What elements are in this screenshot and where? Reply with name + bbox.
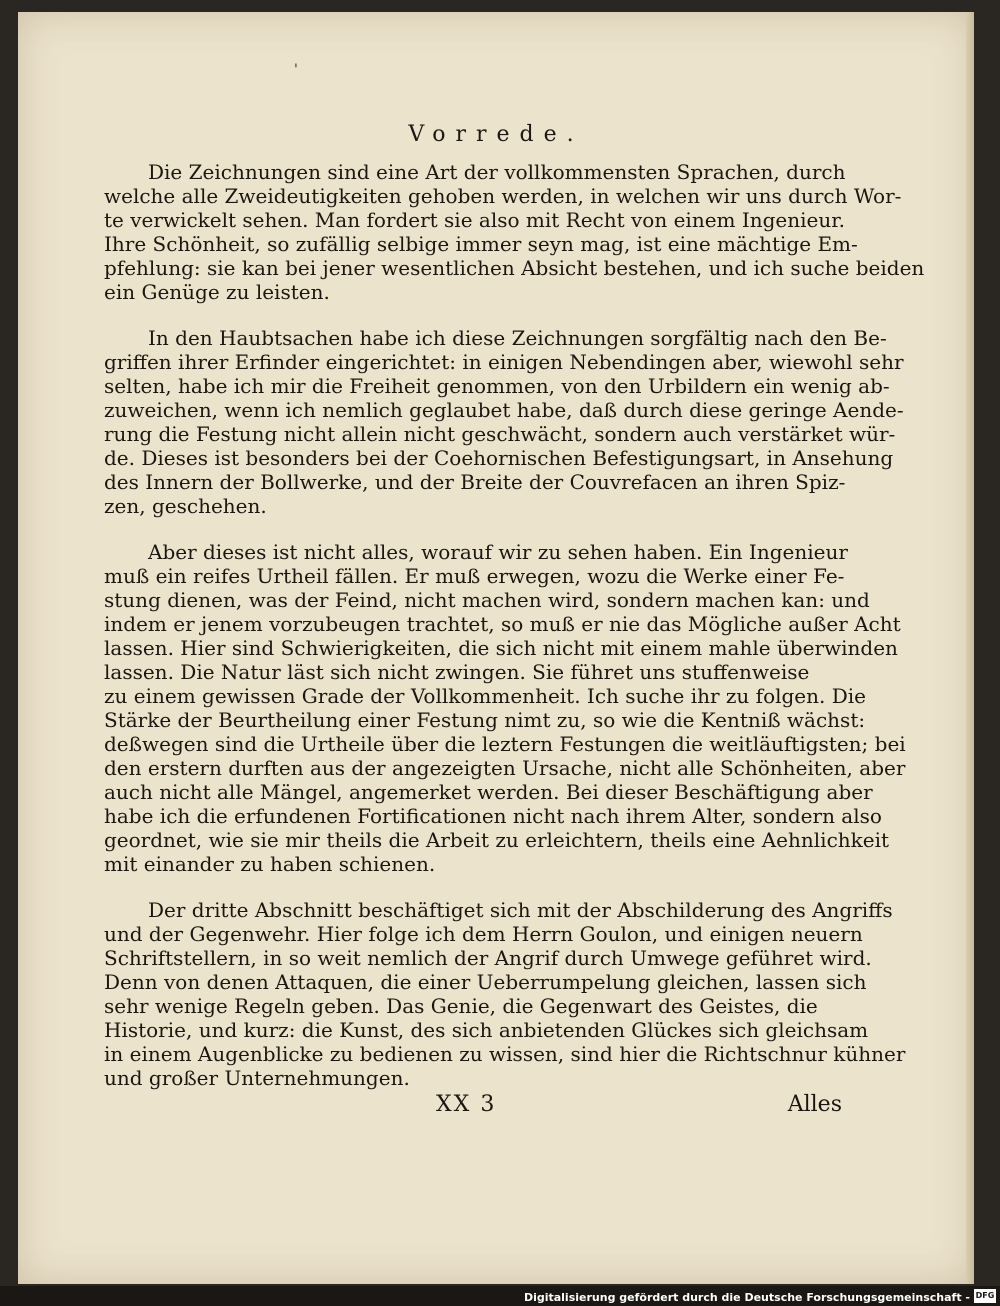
scanned-page bbox=[18, 12, 974, 1284]
text-line: sehr wenige Regeln geben. Das Genie, die Gegenwart des Geistes, die bbox=[104, 994, 818, 1018]
text-line: selten, habe ich mir die Freiheit genommen, von den Urbildern ein wenig ab- bbox=[104, 374, 890, 398]
text-line: geordnet, wie sie mir theils die Arbeit zu erleichtern, theils eine Aehnlichkeit bbox=[104, 828, 890, 852]
text-line: indem er jenem vorzubeugen trachtet, so muß er nie das Mögliche außer Acht bbox=[104, 612, 901, 636]
text-line: zu einem gewissen Grade der Vollkommenheit. Ich suche ihr zu folgen. Die bbox=[104, 684, 867, 708]
text-line: zuweichen, wenn ich nemlich geglaubet habe, daß durch diese geringe Aende- bbox=[104, 398, 904, 422]
text-line: des Innern der Bollwerke, und der Breite der Couvrefacen an ihren Spiz- bbox=[104, 470, 846, 494]
text-line: Die Zeichnungen sind eine Art der vollkommensten Sprachen, durch bbox=[148, 160, 846, 184]
text-line: und großer Unternehmungen. bbox=[104, 1066, 410, 1090]
paragraph bbox=[104, 540, 906, 876]
text-line: de. Dieses ist besonders bei der Coehornischen Befestigungsart, in Ansehung bbox=[104, 446, 894, 470]
catchwords-row bbox=[104, 1092, 842, 1124]
text-line: in einem Augenblicke zu bedienen zu wissen, sind hier die Richtschnur kühner bbox=[104, 1042, 906, 1066]
text-line: In den Haubtsachen habe ich diese Zeichnungen sorgfältig nach den Be- bbox=[148, 326, 887, 350]
text-line: pfehlung: sie kan bei jener wesentlichen Absicht bestehen, und ich suche beiden bbox=[104, 256, 925, 280]
text-line: Historie, und kurz: die Kunst, des sich anbietenden Glückes sich gleichsam bbox=[104, 1018, 869, 1042]
text-line: Stärke der Beurtheilung einer Festung nimt zu, so wie die Kentniß wächst: bbox=[104, 708, 866, 732]
text-line: rung die Festung nicht allein nicht geschwächt, sondern auch verstärket wür- bbox=[104, 422, 896, 446]
text-line: auch nicht alle Mängel, angemerket werden. Bei dieser Beschäftigung aber bbox=[104, 780, 873, 804]
text-line: Schriftstellern, in so weit nemlich der Angrif durch Umwege geführet wird. bbox=[104, 946, 872, 970]
body-text bbox=[104, 160, 925, 1112]
text-line: mit einander zu haben schienen. bbox=[104, 852, 436, 876]
text-line: Aber dieses ist nicht alles, worauf wir zu sehen haben. Ein Ingenieur bbox=[148, 540, 848, 564]
paragraph bbox=[104, 326, 904, 518]
text-line: und der Gegenwehr. Hier folge ich dem Herrn Goulon, und einigen neuern bbox=[104, 922, 863, 946]
footer-credit: Digitalisierung gefördert durch die Deutsche Forschungsgemeinschaft - bbox=[523, 1291, 970, 1304]
digitization-footer bbox=[0, 1286, 1000, 1306]
text-line: griffen ihrer Erfinder eingerichtet: in einigen Nebendingen aber, wiewohl sehr bbox=[104, 350, 904, 374]
text-line: habe ich die erfundenen Fortificationen nicht nach ihrem Alter, sondern also bbox=[104, 804, 882, 828]
text-line: Denn von denen Attaquen, die einer Ueberrumpelung gleichen, lassen sich bbox=[104, 970, 867, 994]
text-line: Ihre Schönheit, so zufällig selbige immer seyn mag, ist eine mächtige Em- bbox=[104, 232, 858, 256]
text-line: te verwickelt sehen. Man fordert sie also mit Recht von einem Ingenieur. bbox=[104, 208, 845, 232]
text-line: den erstern durften aus der angezeigten Ursache, nicht alle Schönheiten, aber bbox=[104, 756, 906, 780]
head-mark: ' bbox=[294, 62, 298, 78]
running-head: Vorrede. bbox=[408, 122, 584, 147]
text-line: ein Genüge zu leisten. bbox=[104, 280, 330, 304]
text-line: stung dienen, was der Feind, nicht machen wird, sondern machen kan: und bbox=[104, 588, 870, 612]
page-edge bbox=[966, 12, 974, 1284]
text-line: zen, geschehen. bbox=[104, 494, 267, 518]
text-line: lassen. Hier sind Schwierigkeiten, die sich nicht mit einem mahle überwinden bbox=[104, 636, 898, 660]
text-line: muß ein reifes Urtheil fällen. Er muß erwegen, wozu die Werke einer Fe- bbox=[104, 564, 845, 588]
signature-mark: XX 3 bbox=[436, 1092, 497, 1117]
paragraph bbox=[104, 898, 906, 1090]
text-line: Der dritte Abschnitt beschäftiget sich mit der Abschilderung des Angriffs bbox=[148, 898, 893, 922]
paragraph bbox=[104, 160, 925, 304]
text-line: lassen. Die Natur läst sich nicht zwingen. Sie führet uns stuffenweise bbox=[104, 660, 810, 684]
text-line: welche alle Zweideutigkeiten gehoben werden, in welchen wir uns durch Wor- bbox=[104, 184, 902, 208]
dfg-logo: DFG bbox=[974, 1289, 996, 1303]
catchword: Alles bbox=[787, 1092, 842, 1117]
text-line: deßwegen sind die Urtheile über die leztern Festungen die weitläuftigsten; bei bbox=[104, 732, 906, 756]
